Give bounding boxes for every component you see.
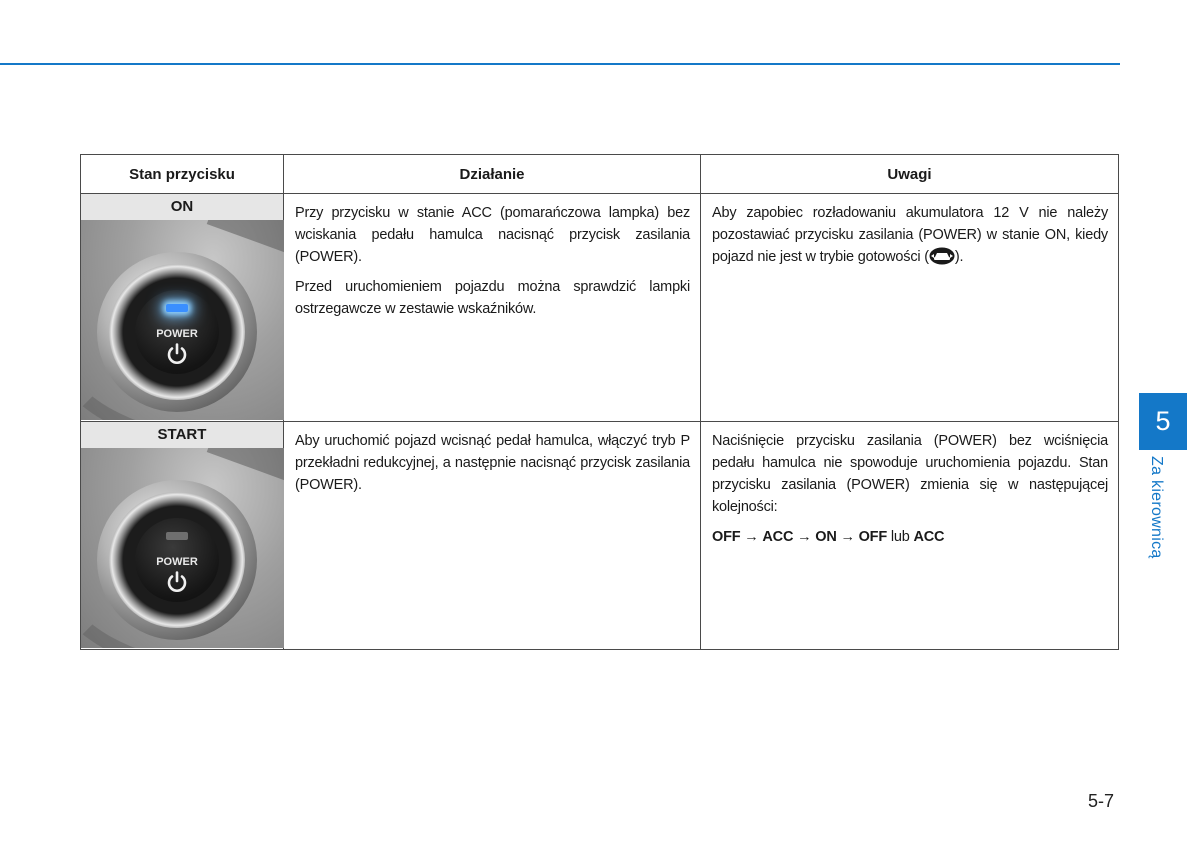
- column-header-notes: Uwagi: [701, 155, 1119, 194]
- indicator-lamp-off: [166, 532, 188, 540]
- action-cell-on: [284, 194, 701, 422]
- power-button-table: [80, 154, 1119, 650]
- column-header-action: Działanie: [284, 155, 701, 194]
- table-row-on: [81, 194, 1119, 422]
- power-button-face: [135, 518, 219, 602]
- ready-car-icon: [929, 247, 955, 265]
- power-label: POWER: [156, 328, 198, 340]
- table-row-start: [81, 422, 1119, 650]
- state-cell-start: [81, 422, 284, 650]
- state-cell-on: [81, 194, 284, 422]
- power-button-face: [135, 290, 219, 374]
- table-header-row: [81, 155, 1119, 194]
- power-button-photo-start: [81, 448, 284, 648]
- action-text: Przed uruchomieniem pojazdu można sprawdzić lampki ostrzegawcze w zestawie wskaźników.: [295, 279, 690, 317]
- notes-cell-start: [701, 422, 1119, 650]
- action-text: Aby uruchomić pojazd wcisnąć pedał hamulca, włączyć tryb P przekładni redukcyjnej, a następnie nacisnąć przycisk zasilania (POWER).: [295, 433, 690, 493]
- action-cell-start: [284, 422, 701, 650]
- action-text: Przy przycisku w stanie ACC (pomarańczowa lampka) bez wciskania pedału hamulca nacisnąć przycisk zasilania (POWER).: [295, 205, 690, 265]
- column-header-state: Stan przycisku: [81, 155, 284, 194]
- indicator-lamp-lit: [166, 304, 188, 312]
- state-sequence: OFF → ACC → ON → OFF lub ACC: [712, 529, 945, 545]
- notes-text: Aby zapobiec rozładowaniu akumulatora 12 V nie należy pozostawiać przycisku zasilania (POWER) w stanie ON, kiedy pojazd nie jest w trybie gotowości ( ).: [712, 205, 1108, 265]
- power-symbol-icon: [165, 570, 189, 594]
- notes-text: Naciśnięcie przycisku zasilania (POWER) bez wciśnięcia pedału hamulca nie spowoduje uruchomienia pojazdu. Stan przycisku zasilania (POWER) zmienia się w następującej kolejności:: [712, 433, 1108, 515]
- header-rule: [0, 63, 1120, 65]
- power-symbol-icon: [165, 342, 189, 366]
- state-label-on: ON: [81, 194, 283, 220]
- power-label: POWER: [156, 556, 198, 568]
- state-label-start: START: [81, 422, 283, 448]
- notes-cell-on: [701, 194, 1119, 422]
- page-number: 5-7: [1088, 791, 1115, 811]
- power-button-photo-on: [81, 220, 284, 420]
- chapter-tab: 5: [1139, 393, 1187, 450]
- chapter-title: Za kierownicą: [1148, 456, 1165, 559]
